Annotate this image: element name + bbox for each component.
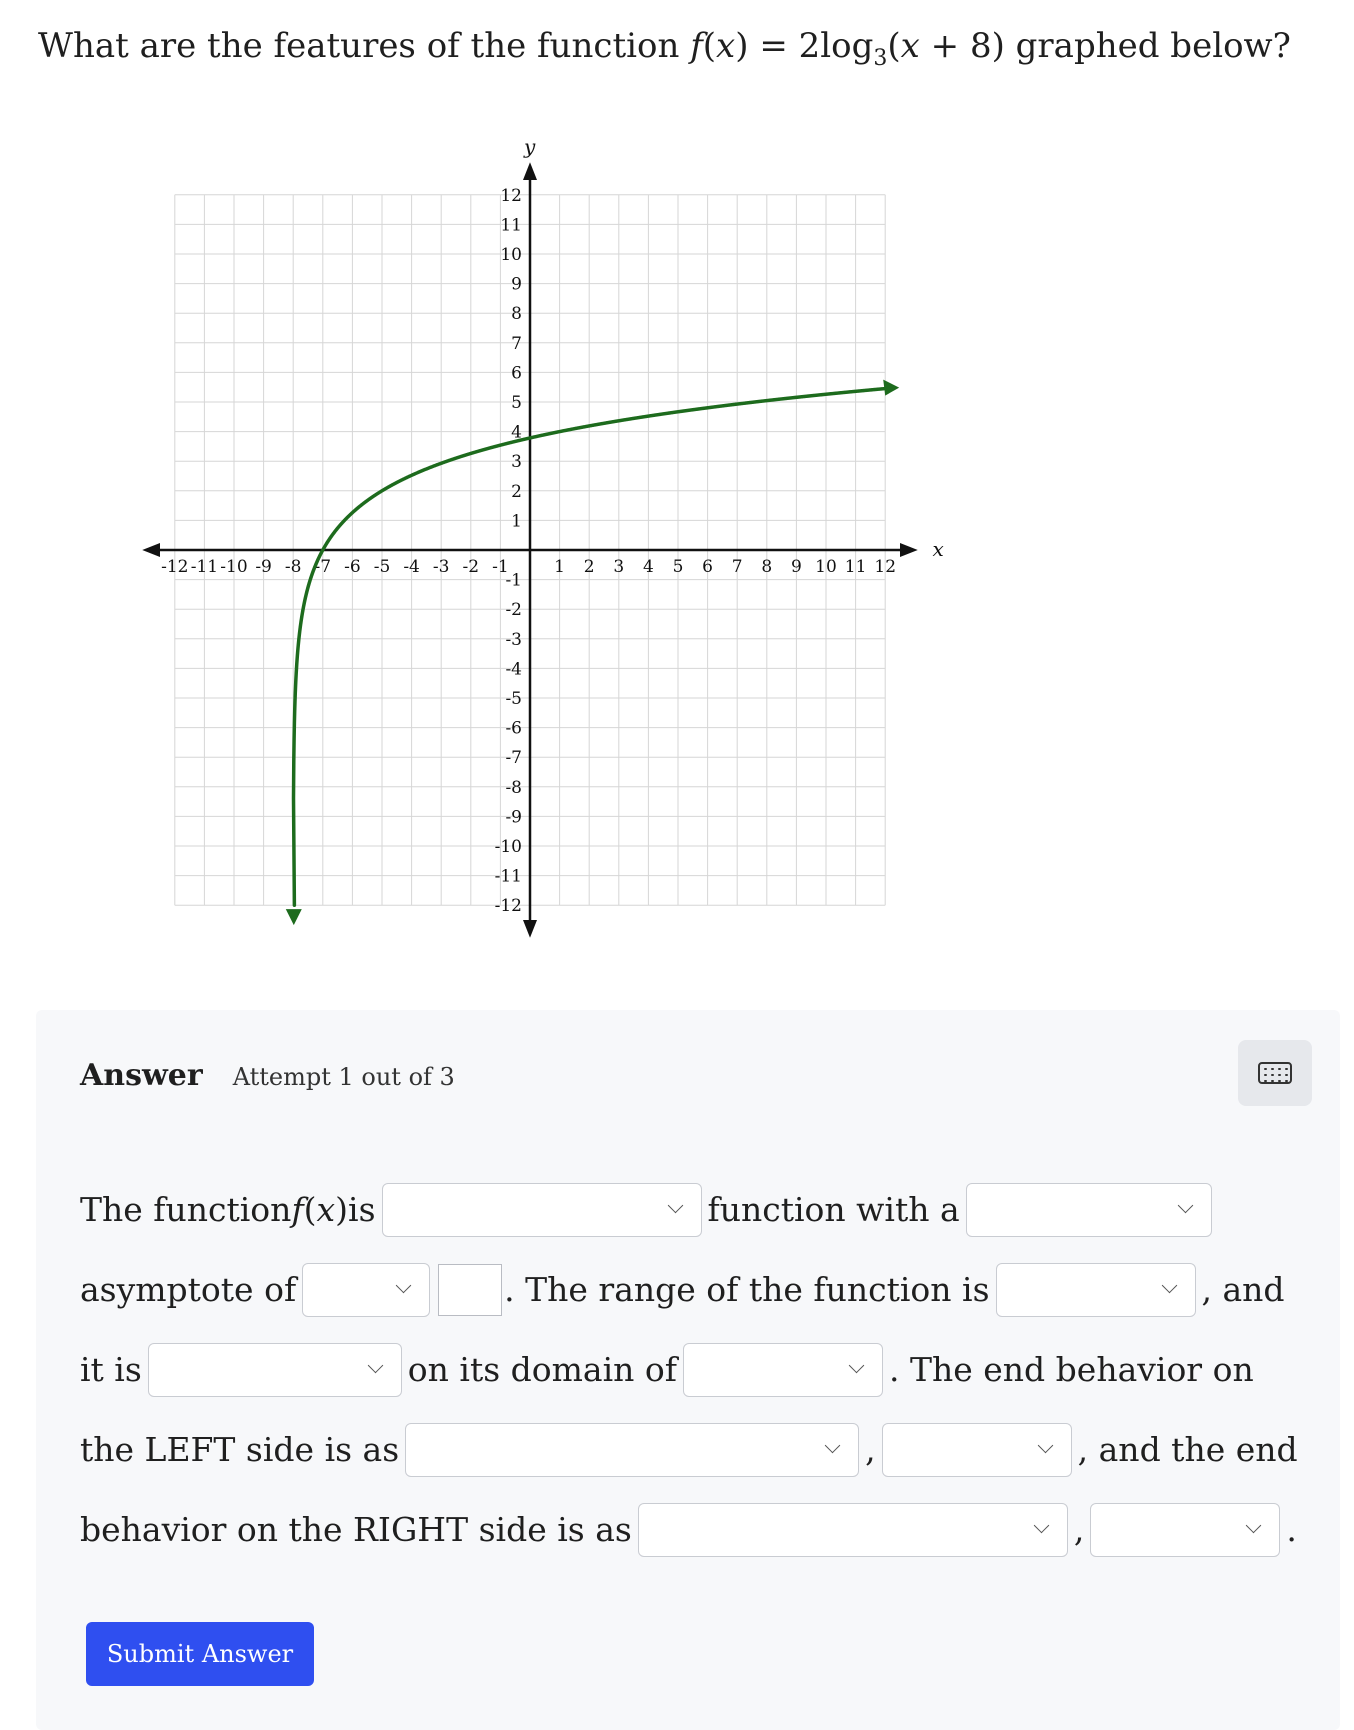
- x-tick-label: 4: [642, 557, 654, 577]
- attempt-counter: Attempt 1 out of 3: [232, 1063, 455, 1091]
- function-expression: $f(x) = 2\log_3(x + 8)$: [690, 26, 1005, 71]
- curve-arrow-down: [286, 909, 302, 925]
- x-tick-label: 8: [761, 557, 773, 577]
- chevron-down-icon: [1246, 1518, 1262, 1534]
- x-tick-label: 1: [554, 557, 566, 577]
- chevron-down-icon: [1034, 1518, 1050, 1534]
- x-tick-label: -3: [432, 557, 450, 577]
- x-tick-label: 6: [702, 557, 714, 577]
- y-tick-label: 1: [511, 511, 522, 532]
- y-tick-label: -11: [494, 866, 522, 887]
- answer-sentence: The function f(x) is function with a asymptote of . The range of the function is , and it is on its domain of . The end behavior on the LEFT side is as , , and the end behavior on the RIGHT side is as , .: [80, 1170, 1320, 1570]
- y-tick-label: -8: [505, 777, 522, 798]
- y-tick-label: 2: [511, 481, 522, 502]
- function-type-dropdown[interactable]: [382, 1183, 702, 1237]
- keyboard-icon: [1258, 1062, 1292, 1084]
- keyboard-button[interactable]: [1238, 1040, 1312, 1106]
- x-tick-label: 3: [613, 557, 625, 577]
- answer-panel: [36, 1010, 1340, 1730]
- answer-title: Answer: [80, 1058, 203, 1093]
- monotonicity-dropdown[interactable]: [148, 1343, 402, 1397]
- y-tick-label: -7: [505, 748, 522, 769]
- x-tick-label: 7: [731, 557, 743, 577]
- x-tick-label: 2: [583, 557, 595, 577]
- x-tick-label: -5: [373, 557, 391, 577]
- y-tick-label: 6: [511, 363, 522, 384]
- chevron-down-icon: [396, 1278, 412, 1294]
- asymptote-value-input[interactable]: [438, 1264, 502, 1316]
- x-tick-label: 9: [790, 557, 802, 577]
- x-tick-label: -11: [190, 557, 219, 577]
- submit-answer-button[interactable]: Submit Answer: [86, 1622, 314, 1686]
- chevron-down-icon: [368, 1358, 384, 1374]
- x-tick-label: 12: [874, 557, 897, 577]
- chevron-down-icon: [1177, 1198, 1193, 1214]
- y-tick-label: -5: [505, 689, 522, 709]
- x-tick-label: -10: [220, 557, 248, 577]
- y-tick-label: 10: [500, 245, 522, 265]
- y-tick-label: 11: [500, 215, 522, 236]
- x-tick-label: -4: [403, 557, 420, 577]
- y-tick-label: 3: [511, 452, 522, 473]
- y-tick-label: -4: [505, 659, 522, 680]
- range-dropdown[interactable]: [996, 1263, 1196, 1317]
- x-tick-label: -2: [462, 557, 480, 577]
- right-end-x-dropdown[interactable]: [638, 1503, 1068, 1557]
- y-tick-label: -9: [505, 807, 522, 828]
- y-tick-label: -10: [494, 837, 522, 857]
- function-graph: [0, 110, 960, 970]
- x-axis-arrow: [900, 543, 918, 557]
- left-end-x-dropdown[interactable]: [405, 1423, 859, 1477]
- domain-dropdown[interactable]: [683, 1343, 883, 1397]
- chevron-down-icon: [667, 1198, 683, 1214]
- y-tick-label: 9: [511, 274, 522, 295]
- x-tick-label: 10: [815, 557, 837, 577]
- y-tick-label: -12: [494, 896, 522, 917]
- y-tick-label: -2: [505, 600, 522, 621]
- x-tick-label: -1: [492, 557, 509, 577]
- chevron-down-icon: [849, 1358, 865, 1374]
- question-text: What are the features of the function $f(x) = 2\log_3(x + 8)$ graphed below?: [38, 26, 1291, 71]
- y-tick-label: 12: [500, 185, 522, 206]
- y-tick-label: 5: [511, 393, 522, 413]
- x-tick-label: -6: [344, 557, 361, 577]
- y-tick-label: -6: [505, 718, 522, 739]
- chevron-down-icon: [1037, 1438, 1053, 1454]
- left-end-y-dropdown[interactable]: [882, 1423, 1072, 1477]
- y-axis-arrow: [523, 920, 537, 938]
- x-axis-arrow: [142, 543, 160, 557]
- x-tick-label: -7: [314, 557, 332, 577]
- x-tick-label: 11: [844, 557, 867, 577]
- x-tick-label: -9: [255, 557, 272, 577]
- asymptote-variable-dropdown[interactable]: [302, 1263, 430, 1317]
- y-axis-label: y: [524, 134, 536, 159]
- y-tick-label: 4: [511, 422, 522, 443]
- y-tick-label: 8: [511, 304, 522, 325]
- asymptote-type-dropdown[interactable]: [966, 1183, 1212, 1237]
- chevron-down-icon: [1161, 1278, 1177, 1294]
- chevron-down-icon: [825, 1438, 841, 1454]
- x-tick-label: -12: [161, 557, 189, 577]
- y-tick-label: -3: [505, 629, 522, 650]
- y-axis-arrow: [523, 162, 537, 180]
- right-end-y-dropdown[interactable]: [1090, 1503, 1280, 1557]
- y-tick-label: -1: [505, 570, 522, 591]
- x-tick-label: 5: [672, 557, 684, 577]
- curve-arrow-right: [883, 380, 899, 396]
- x-tick-label: -8: [284, 557, 302, 577]
- x-axis-label: x: [932, 537, 944, 561]
- y-tick-label: 7: [511, 333, 522, 354]
